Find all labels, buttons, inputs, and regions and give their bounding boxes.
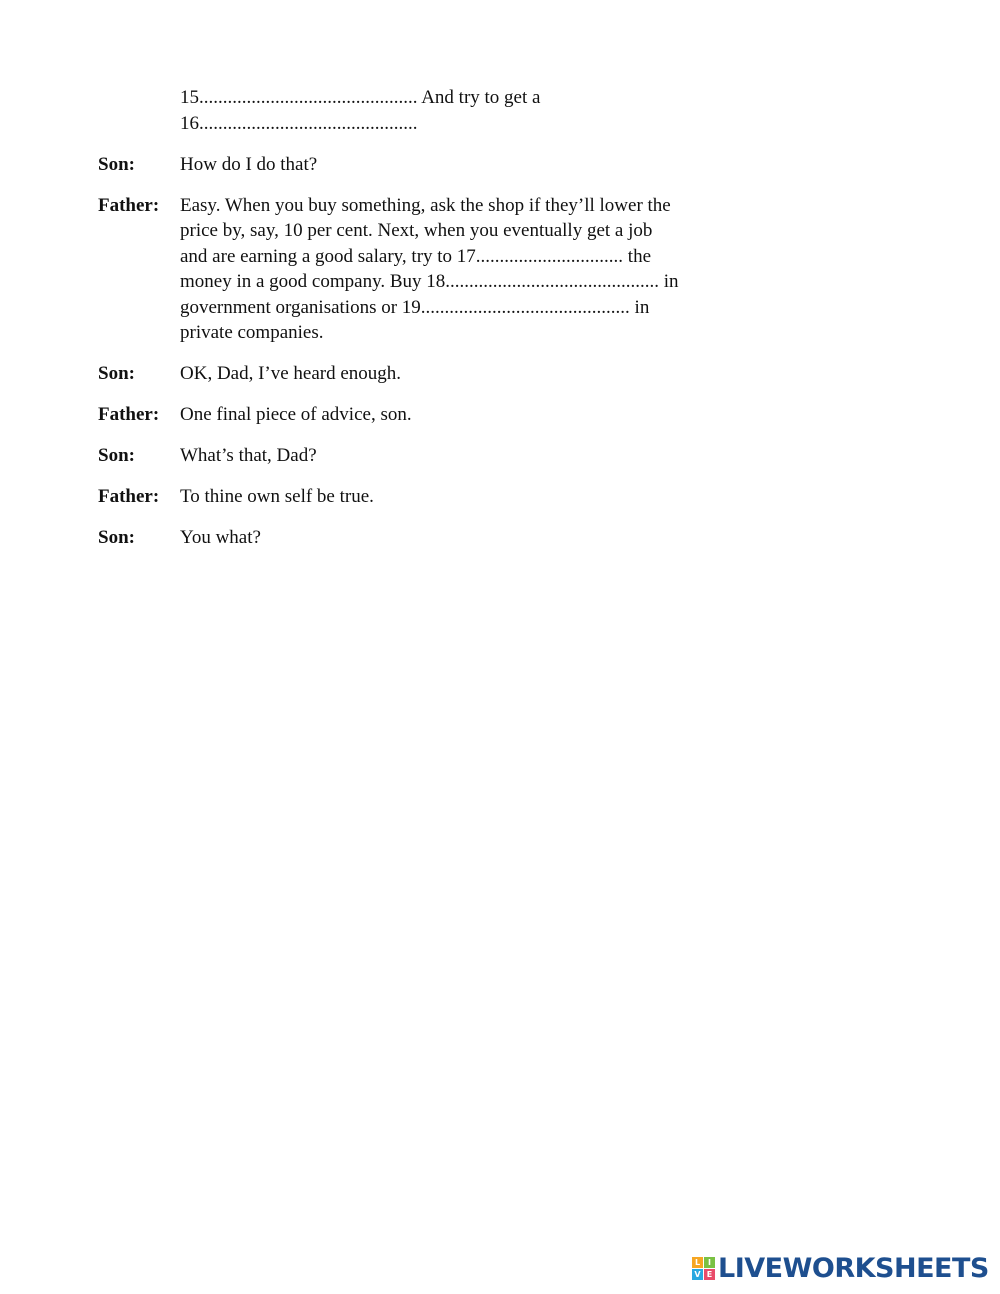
liveworksheets-logo-icon <box>692 1257 716 1281</box>
father-line: To thine own self be true. <box>180 486 374 507</box>
son-line: What’s that, Dad? <box>180 445 317 466</box>
son-line: How do I do that? <box>180 154 318 175</box>
speaker-father: Father: <box>98 486 160 507</box>
father-paragraph-line: and are earning a good salary, try to 17............................... the <box>180 245 652 267</box>
logo-mark-square: L <box>692 1257 703 1268</box>
father-paragraph <box>180 193 750 345</box>
father-paragraph-line: price by, say, 10 per cent. Next, when you eventually get a job <box>180 220 653 242</box>
son-line: OK, Dad, I’ve heard enough. <box>180 363 402 384</box>
speaker-son: Son: <box>98 445 135 466</box>
speaker-son: Son: <box>98 527 135 548</box>
liveworksheets-logo-text: LIVEWORKSHEETS <box>718 1253 989 1284</box>
father-paragraph-line: money in a good company. Buy 18............................................. in <box>180 271 679 293</box>
blank-line-15: 15.............................................. And try to get a <box>180 87 541 108</box>
logo-mark-square: E <box>704 1269 715 1280</box>
speaker-son: Son: <box>98 154 135 175</box>
logo-mark-square: I <box>704 1257 715 1268</box>
speaker-father: Father: <box>98 195 160 216</box>
liveworksheets-logo[interactable] <box>692 1255 989 1283</box>
son-line: You what? <box>180 527 261 548</box>
speaker-father: Father: <box>98 404 160 425</box>
blank-line-16: 16.............................................. <box>180 113 418 134</box>
father-line: One final piece of advice, son. <box>180 404 412 425</box>
logo-mark-square: V <box>692 1269 703 1280</box>
father-paragraph-line: Easy. When you buy something, ask the shop if they’ll lower the <box>180 195 671 216</box>
father-paragraph-line: private companies. <box>180 322 324 344</box>
father-paragraph-line: government organisations or 19............................................ in <box>180 296 650 318</box>
speaker-son: Son: <box>98 363 135 384</box>
